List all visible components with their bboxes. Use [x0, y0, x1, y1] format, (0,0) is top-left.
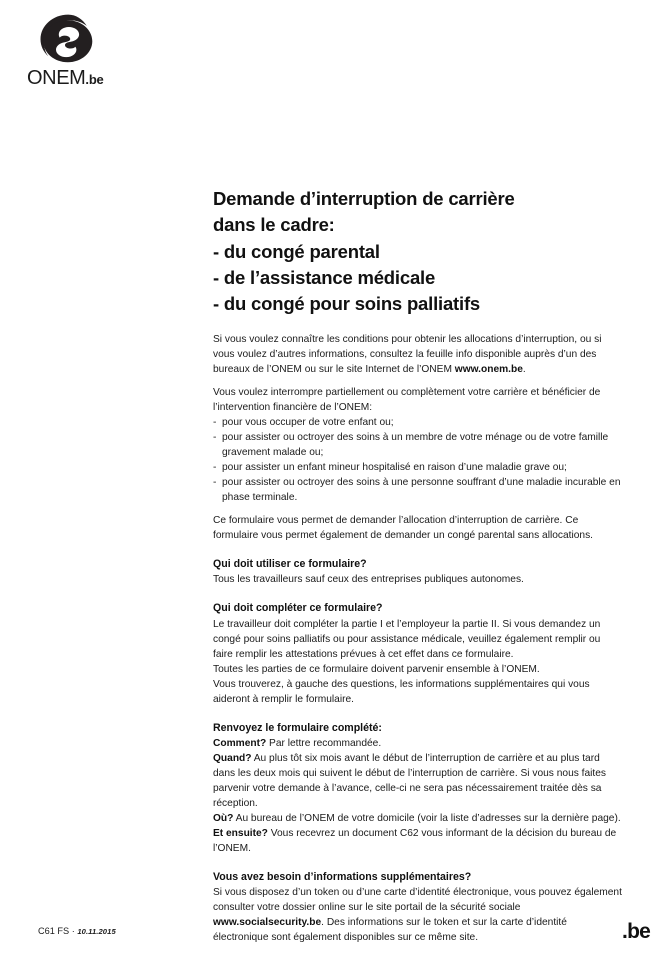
page-title-line-5: - du congé pour soins palliatifs	[213, 293, 481, 315]
page-title-line-1: Demande d’interruption de carrière	[213, 188, 515, 209]
footer-dotbe-mark: .be	[622, 920, 650, 943]
intro-paragraph-form-purpose: Ce formulaire vous permet de demander l’allocation d’interruption de carrière. Ce formulaire vous permet également de demander un congé parental sans allocations.	[213, 515, 593, 542]
send-back-next-label: Et ensuite?	[213, 828, 268, 839]
heading-more-information: Vous avez besoin d’informations supplémentaires?	[213, 870, 472, 883]
onem-logo	[27, 14, 119, 89]
send-back-how-text: Par lettre recommandée.	[266, 738, 382, 750]
intro-text-part-2: .	[522, 364, 526, 376]
body-who-completes-form-3: Vous trouverez, à gauche des questions, les informations supplémentaires qui vous aideront à remplir le formulaire.	[213, 678, 590, 705]
page-title-line-4: - de l’assistance médicale	[213, 266, 436, 288]
heading-send-back-form: Renvoyez le formulaire complété:	[213, 721, 382, 734]
send-back-where-text: Au bureau de l’ONEM de votre domicile (voir la liste d’adresses sur la dernière page).	[233, 813, 621, 825]
list-item: - pour assister ou octroyer des soins à un membre de votre ménage ou de votre famille gravement malade ou;	[213, 431, 622, 461]
heading-who-completes-form: Qui doit compléter ce formulaire?	[213, 602, 383, 615]
more-info-text-part-1: Si vous disposez d’un token ou d’une carte d’identité électronique, vous pouvez également consulter votre dossier online sur le site portail de la sécurité sociale	[213, 887, 622, 914]
onem-wordmark-suffix: .be	[85, 72, 104, 87]
send-back-next	[213, 827, 622, 857]
page-title-line-2: dans le cadre:	[213, 214, 335, 236]
onem-website-link[interactable]: www.onem.be	[454, 364, 523, 376]
document-content	[213, 186, 622, 954]
send-back-how	[213, 737, 622, 752]
body-who-completes-form-2: Toutes les parties de ce formulaire doivent parvenir ensemble à l’ONEM.	[213, 663, 540, 675]
list-item: - pour assister ou octroyer des soins à une personne souffrant d’une maladie incurable en phase terminale.	[213, 476, 622, 506]
onem-wordmark-text: ONEM	[27, 67, 86, 89]
onem-swirl-logo-icon	[31, 14, 105, 70]
footer-document-code	[38, 926, 116, 936]
send-back-how-label: Comment?	[213, 738, 267, 750]
body-who-completes-form-1: Le travailleur doit compléter la partie I et l’employeur la partie II. Si vous demandez un congé pour soins palliatifs ou pour assistance médicale, veuillez également remplir ou faire remplir les attestations prévues à cet effet dans ce formulaire.	[213, 618, 601, 660]
footer-date: 10.11.2015	[77, 927, 116, 936]
intro-paragraph-interruption: Vous voulez interrompre partiellement ou complètement votre carrière et bénéficier de l’intervention financière de l’ONEM:	[213, 387, 601, 414]
reasons-list	[213, 416, 622, 506]
list-item: - pour vous occuper de votre enfant ou;	[213, 416, 622, 431]
send-back-where	[213, 812, 622, 827]
send-back-when-label: Quand?	[213, 753, 252, 765]
socialsecurity-website-link[interactable]: www.socialsecurity.be	[213, 917, 322, 929]
onem-wordmark	[27, 68, 104, 88]
body-who-uses-form: Tous les travailleurs sauf ceux des entreprises publiques autonomes.	[213, 574, 524, 586]
heading-who-uses-form: Qui doit utiliser ce formulaire?	[213, 558, 367, 571]
send-back-where-label: Où?	[213, 813, 234, 825]
page-title-line-3: - du congé parental	[213, 240, 380, 262]
send-back-when	[213, 752, 622, 812]
send-back-when-text: Au plus tôt six mois avant le début de l’interruption de carrière et au plus tard dans les deux mois qui suivent le début de l’interruption de carrière. Si vous nous faites parvenir votre demande à l’avance, celle-ci ne sera pas nécessairement traitée dès sa réception.	[213, 753, 607, 810]
more-info-text-part-2: . Des informations sur le token et sur la carte d’identité électronique sont également disponibles sur ce même site.	[213, 917, 567, 944]
footer-code-text: C61 FS	[38, 926, 70, 936]
intro-text-part-1: Si vous voulez connaître les conditions pour obtenir les allocations d’interruption, ou si vous voulez d’autres informations, consultez la feuille info disponible auprès d’un des bureaux de l’ONEM ou sur le site Internet de l’ONEM	[213, 334, 602, 376]
send-back-next-text: Vous recevrez un document C62 vous informant de la décision du bureau de l’ONEM.	[213, 828, 617, 854]
intro-paragraph-conditions	[213, 333, 622, 378]
list-item: - pour assister un enfant mineur hospitalisé en raison d’une maladie grave ou;	[213, 461, 622, 476]
footer-separator: ·	[69, 926, 78, 936]
page-title	[213, 186, 622, 317]
body-more-information	[213, 886, 622, 946]
